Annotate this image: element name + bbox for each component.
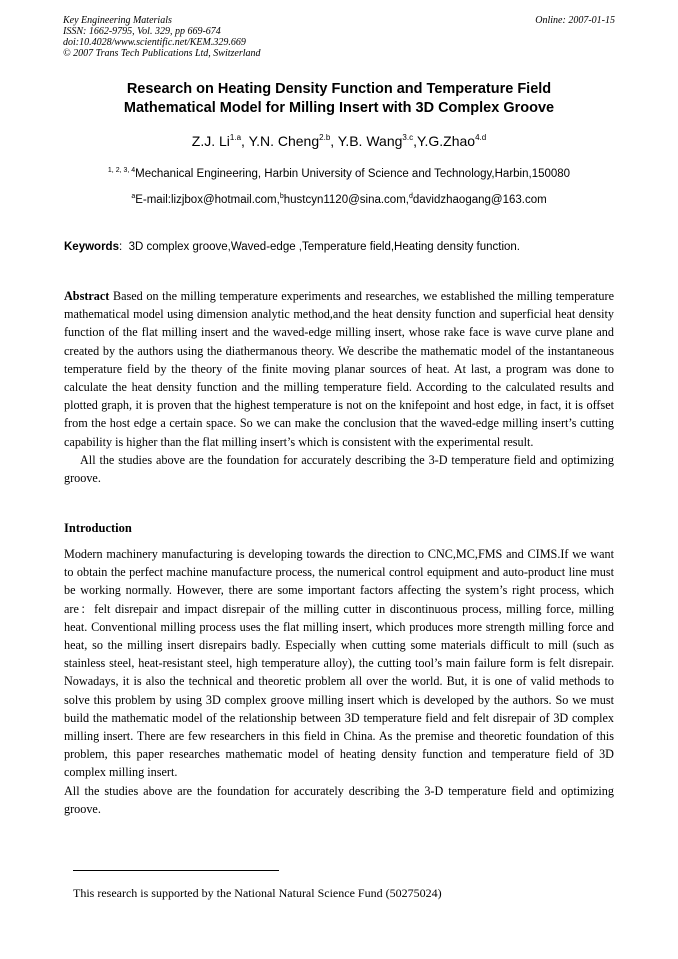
journal-name: Key Engineering Materials <box>63 15 172 26</box>
journal-issn: ISSN: 1662-9795, Vol. 329, pp 669-674 <box>63 26 221 37</box>
keywords-text: 3D complex groove,Waved-edge ,Temperature field,Heating density function. <box>128 241 520 253</box>
journal-doi: doi:10.4028/www.scientific.net/KEM.329.669 <box>63 37 246 48</box>
introduction-heading: Introduction <box>64 521 132 535</box>
abstract-paragraph <box>64 287 614 451</box>
affiliation-text: Mechanical Engineering, Harbin University of Science and Technology,Harbin,150080 <box>135 168 571 180</box>
author-separator: , <box>413 133 417 149</box>
abstract-label: Abstract <box>64 289 110 303</box>
email-superscript: a <box>131 193 136 200</box>
author-name: Z.J. Li <box>191 133 230 149</box>
keywords-separator: : <box>118 241 129 253</box>
footnote-divider <box>73 870 279 871</box>
introduction-section <box>64 545 614 818</box>
introduction-paragraph: Modern machinery manufacturing is developing towards the direction to CNC,MC,FMS and CIMS.If we want to obtain the perfect machine manufacture process, the numerical control equipment and auto-product line must be working normally. However, there are some important factors affecting the system’s right process, which are：felt disrepair and impact disrepair of the milling cutter in discontinuous process, milling force, milling heat. Conventional milling process uses the flat milling insert, which produces more strength milling force and heat, so the milling insert disrepairs badly. Especially when cutting some materials difficult to mill (such as stainless steel, heat-resistant steel, high temperature alloy), the cutting tool’s main failure form is felt disrepair. Nowadays, it is also the technical and theoretic problem all over the world. But, it is one of valid methods to solve this problem by using 3D complex groove milling insert which is developed by the authors. So we must build the mathematic model of the relationship between 3D temperature field and felt disrepair of 3D complex milling insert. There are few researchers in this field in China. As the premise and theoretic foundation of this problem, this paper researches mathematic model of heating density function and temperature field of 3D complex milling insert. <box>64 547 614 780</box>
footnote: This research is supported by the National Natural Science Fund (50275024) <box>73 886 442 900</box>
author-name: Y.B. Wang <box>337 133 403 149</box>
email-address: E-mail:lizjbox@hotmail.com, <box>135 194 280 206</box>
keywords-label: Keywords <box>64 241 119 253</box>
online-date: Online: 2007-01-15 <box>535 15 615 26</box>
author-name: Y.G.Zhao <box>416 133 476 149</box>
author-superscript: 3.c <box>402 133 414 142</box>
author-superscript: 2.b <box>319 133 331 142</box>
author-separator: , <box>241 133 249 149</box>
email-superscript: d <box>408 193 413 200</box>
paper-title-line-1: Research on Heating Density Function and Temperature Field <box>126 81 552 97</box>
author-separator: , <box>330 133 338 149</box>
author-superscript: 1.a <box>229 133 242 142</box>
journal-copyright: © 2007 Trans Tech Publications Ltd, Switzerland <box>63 48 261 59</box>
paper-title-line-2: Mathematical Model for Milling Insert with 3D Complex Groove <box>123 100 555 116</box>
email-superscript: b <box>279 193 284 200</box>
author-superscript: 4.d <box>475 133 487 142</box>
paper-title <box>60 80 618 118</box>
author-name: Y.N. Cheng <box>248 133 320 149</box>
affiliation <box>60 167 618 182</box>
email-address: davidzhaogang@163.com <box>412 194 547 206</box>
keywords-line <box>64 240 616 255</box>
introduction-paragraph-2: All the studies above are the foundation for accurately describing the 3-D temperature field and optimizing groove. <box>64 783 614 816</box>
email-line <box>60 193 618 208</box>
author-list <box>60 132 618 150</box>
affiliation-superscript: 1, 2, 3, 4 <box>107 167 136 174</box>
abstract-text: Based on the milling temperature experiments and researches, we established the milling temperature mathematical model using dimension analytic method,and the heat density function and superficial heat density function of the flat milling insert and the waved-edge milling insert, whose rake face is wave curve plane and created by the authors using the diathermanous theory. We describe the mathematic model of the instantaneous temperature field by the theory of the finite moving planar sources of heat. At last, a program was done to calculate the heat density function and the milling temperature field. According to the calculated results and plotted graph, it is proven that the highest temperature is not on the knifepoint and host edge, in fact, it is offset from the host edge a certain space. So we can make the conclusion that the waved-edge milling insert’s cutting capability is higher than the flat milling insert’s which is consistent with the experimental result. <box>64 289 614 449</box>
email-address: hustcyn1120@sina.com, <box>283 194 409 206</box>
abstract-paragraph-2: All the studies above are the foundation for accurately describing the 3-D temperature field and optimizing groove. <box>64 452 614 486</box>
abstract-section <box>64 287 614 487</box>
journal-header <box>63 15 615 59</box>
